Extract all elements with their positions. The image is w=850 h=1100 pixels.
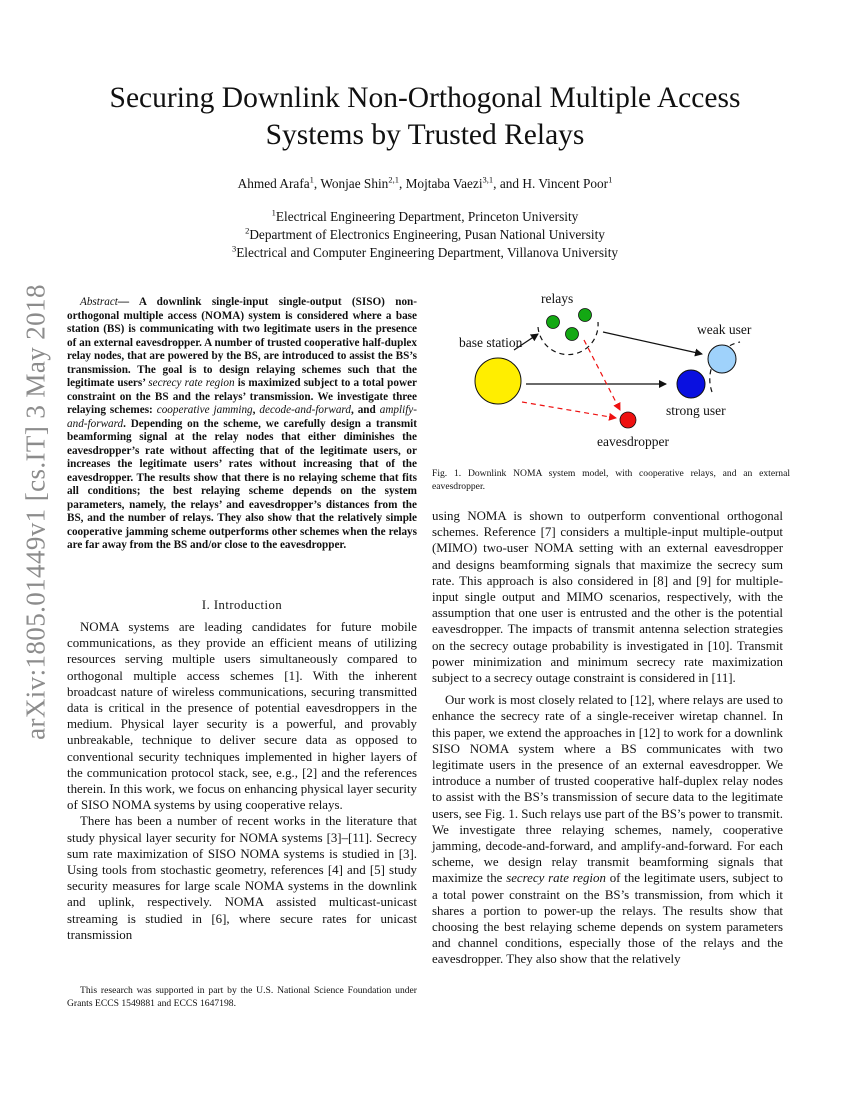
figure-1: [438, 284, 798, 466]
paragraph-text: Our work is most closely related to [12], where relays are used to enhance the secrecy rate of a single-receiver wiretap channel. In this paper, we extend the approaches in [12] to work for a downlink SISO NOMA system where a BS communicates with two legitimate users in the presence of an external eavesdropper. We introduce a number of trusted cooperative half-duplex relay nodes to assist with the BS’s transmission of secure data to the legitimate users, see Fig. 1. Such relays use part of the BS’s power to transmit. We investigate three relaying schemes, namely, cooperative jamming, decode-and-forward, and amplify-and-forward. For each scheme, we design relay transmit beamforming signals that maximize the: [432, 693, 783, 886]
abstract-text: — A downlink single-input single-output (SISO) non-orthogonal multiple access (NOMA) system is considered where a base station (BS) is communicating with two legitimate users in the presence of an external eavesdropper. A number of trusted cooperative half-duplex relay nodes, that are powered by the BS, are introduced to assist the BS’s transmission. The goal is to design relaying schemes such that the legitimate users’: [67, 296, 417, 389]
affiliation-text: Electrical Engineering Department, Princeton University: [275, 209, 579, 224]
bs-to-eavesdropper-arrow: [522, 402, 616, 418]
abstract: [67, 296, 417, 553]
abstract-emphasis: secrecy rate region: [148, 377, 235, 389]
footnote: This research was supported in part by the U.S. National Science Foundation under Grants ECCS 1549881 and ECCS 1647198.: [67, 985, 417, 1009]
abstract-text: is maximized subject to a total power constraint on the BS and the relays’ transmission. We investigate three relaying schemes:: [67, 377, 418, 416]
affiliation-mark: 2: [245, 225, 250, 236]
paper-title: Securing Downlink Non-Orthogonal Multiple Access Systems by Trusted Relays: [109, 82, 741, 151]
paragraph-text: of the legitimate users, subject to a total power constraint on the BS’s transmission, from which it shares a portion to power-up the relays. The results show that choosing the best relaying scheme depends on system parameters and channel conditions, especially those of the relays and the eavesdropper. They also show that the relatively: [432, 871, 783, 967]
paragraph: [432, 692, 783, 967]
author: Mojtaba Vaezi: [405, 176, 483, 191]
paragraph: There has been a number of recent works in the literature that study physical layer security for NOMA systems [3]–[11]. Secrecy sum rate maximization of SISO NOMA systems is studied in [3]. Using tools from stochastic geometry, references [4] and [5] study security measures for large scale NOMA systems in the downlink and uplink, respectively. NOMA assisted multicast-unicast streaming is studied in [6], where secure rates for unicast transmission: [67, 814, 417, 942]
right-column-body: [432, 508, 783, 968]
abstract-label: Abstract: [80, 296, 118, 308]
weak-user-node: [708, 345, 736, 373]
arxiv-sidebar: [0, 0, 60, 1100]
base-station-label: base station: [459, 335, 523, 350]
relays-to-eavesdropper-arrow: [584, 340, 620, 410]
author: Wonjae Shin: [320, 176, 389, 191]
relay-node: [579, 309, 592, 322]
relay-node: [547, 316, 560, 329]
base-station-node: [475, 358, 521, 404]
relays-label: relays: [541, 291, 574, 306]
eavesdropper-label: eavesdropper: [597, 434, 669, 449]
author-list: Ahmed Arafa$^1$, Wonjae Shin$^{2,1}$, Mojtaba Vaezi$^{3,1}$, and H. Vincent Poor$^1$: [237, 174, 613, 191]
relays-to-weak-user-arrow: [603, 332, 702, 354]
affiliation: [60, 244, 790, 262]
abstract-text: ,: [252, 404, 260, 416]
strong-user-node: [677, 370, 705, 398]
author-affiliation-mark: 2,1: [388, 174, 399, 185]
affiliation-list: [60, 208, 790, 262]
weak-user-label: weak user: [697, 322, 752, 337]
author: Ahmed Arafa: [237, 176, 310, 191]
affiliation-mark: 1: [271, 207, 276, 218]
affiliation-text: Electrical and Computer Engineering Department, Villanova University: [236, 245, 619, 260]
abstract-emphasis: amplify-and-forward: [67, 404, 418, 430]
author-affiliation-mark: 3,1: [482, 174, 494, 185]
arxiv-identifier: arXiv:1805.01449v1 [cs.IT] 3 May 2018: [20, 284, 51, 740]
introduction-body: [67, 619, 417, 943]
abstract-emphasis: decode-and-forward: [259, 404, 351, 416]
figure-caption: Fig. 1. Downlink NOMA system model, with cooperative relays, and an external eavesdropper.: [432, 468, 790, 492]
eavesdropper-node: [620, 412, 636, 428]
author-affiliation-mark: 1: [309, 174, 314, 185]
author-affiliation-mark: 1: [608, 174, 613, 185]
affiliation-text: Department of Electronics Engineering, Pusan National University: [249, 227, 605, 242]
strong-user-label: strong user: [666, 403, 726, 418]
relay-node: [566, 328, 579, 341]
system-model-diagram: [438, 284, 798, 466]
abstract-text: . Depending on the scheme, we carefully design a transmit beamforming signal at the relay nodes that either diminishes the eavesdropper’s rate without affecting that of the legitimate users, or increases the legitimate users’ rates without increasing that of the eavesdropper. The results show that there is no relaying scheme that fits all conditions; the best relaying scheme depends on the system parameters, namely, the relays’ and eavesdropper’s distances from the BS, and the number of relays. They also show that the relatively simple cooperative jamming scheme outperforms other schemes when the relays are far away from the BS and/or close to the eavesdropper.: [67, 417, 417, 551]
abstract-emphasis: cooperative jamming: [156, 404, 253, 416]
paragraph: using NOMA is shown to outperform conventional orthogonal schemes. Reference [7] considers a multiple-input multiple-output (MIMO) two-user NOMA setting with an external eavesdropper and designs beamforming signals that maximize the secrecy sum rate. This approach is also considered in [8] and [9] for multiple-input single output and MIMO scenarios, respectively, with the assumption that one user is entrusted and the other is the potential eavesdropper. The impacts of transmit antenna selection strategies on the secrecy outage probability is investigated in [10]. Transmit power minimization and minimum secrecy rate maximization subject to a secrecy outage constraint is considered in [11].: [432, 509, 783, 686]
author: H. Vincent Poor: [522, 176, 609, 191]
abstract-text: , and: [350, 404, 380, 416]
section-heading: I. Introduction: [201, 598, 283, 612]
affiliation: [60, 208, 790, 226]
affiliation-mark: 3: [231, 243, 237, 254]
paragraph-emphasis: secrecy rate region: [506, 871, 606, 886]
paragraph: NOMA systems are leading candidates for future mobile communications, as they provide an efficient means of utilizing resources serving multiple users simultaneously compared to orthogonal multiple access schemes [1]. With the inherent broadcast nature of wireless communications, securing transmitted data is critical in the presence of potential eavesdroppers in the medium. Physical layer security is a powerful, and provably unbreakable, technique to deliver secure data as opposed to conventional security techniques implemented in higher layers of the communication protocol stack, see, e.g., [2] and the references therein. In this work, we focus on enhancing physical layer security of SISO NOMA systems by using cooperative relays.: [67, 620, 417, 813]
affiliation: [60, 226, 790, 244]
